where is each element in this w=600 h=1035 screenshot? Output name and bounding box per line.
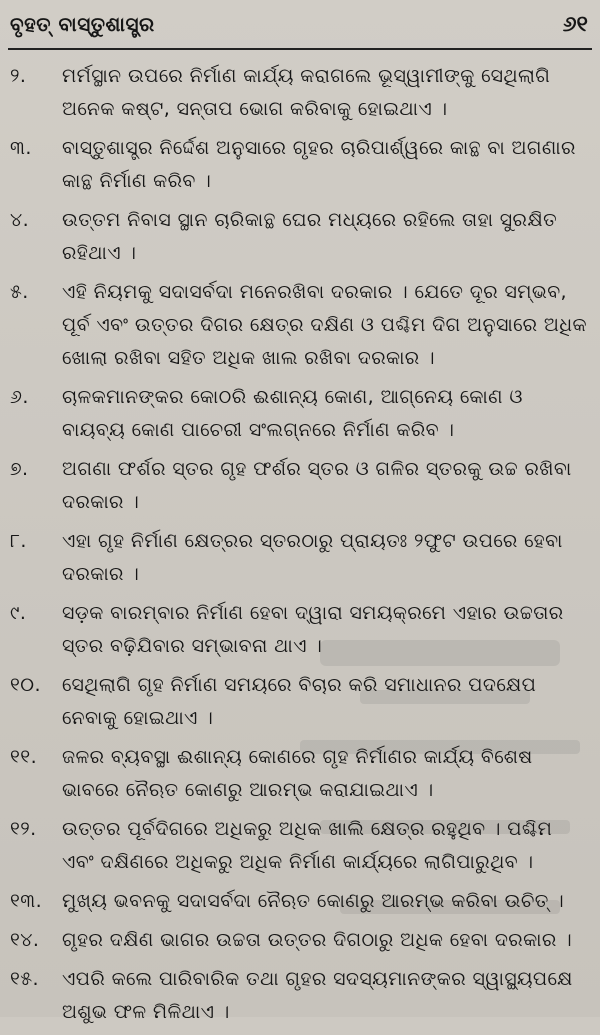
list-item-number: ୧୧. [10, 746, 38, 768]
running-title: ବୃହତ୍ ବାସ୍ତୁଶାସ୍ତ୍ର [10, 12, 155, 36]
list-item-number: ୭. [10, 458, 29, 480]
header-divider [8, 48, 592, 50]
list-item-text: ଏହା ଗୃହ ନିର୍ମାଣ କ୍ଷେତ୍ରର ସ୍ତରଠାରୁ ପ୍ରାୟତଃ ୨ଫୁଟ ଉପରେ ହେବା ଦରକାର । [62, 530, 563, 585]
list-item [0, 60, 600, 126]
list-item-number: ୩. [10, 137, 32, 159]
list-item [0, 813, 600, 879]
list-item-number: ୧୫. [10, 968, 39, 990]
list-item-text: ଉତ୍ତର ପୂର୍ବଦିଗରେ ଅଧିକରୁ ଅଧିକ ଖାଲି କ୍ଷେତ୍ର ରହୁଥିବ । ପଶ୍ଚିମ ଏବଂ ଦକ୍ଷିଣରେ ଅଧିକରୁ ଅଧିକ ନିର୍ମାଣ କାର୍ଯ୍ୟରେ ଲାଗିପାରୁଥିବ । [62, 818, 553, 873]
list-item [0, 963, 600, 1029]
list-item [0, 276, 600, 375]
list-item-text: ବାସ୍ତୁଶାସ୍ତ୍ର ନିର୍ଦ୍ଦେଶ ଅନୁସାରେ ଗୃହର ଚାରିପାର୍ଶ୍ୱରେ କାନ୍ଥ ବା ଅଗଣାର କାନ୍ଥ ନିର୍ମାଣ କରିବ । [62, 137, 576, 192]
list-item [0, 924, 600, 957]
list-item [0, 453, 600, 519]
page-number: ୬୧ [562, 12, 588, 37]
list-item [0, 597, 600, 663]
numbered-guidelines-list [0, 60, 600, 1035]
list-item-text: ଏହି ନିୟମକୁ ସଦାସର୍ବଦା ମନେରଖିବା ଦରକାର । ଯେତେ ଦୂର ସମ୍ଭବ, ପୂର୍ବ ଏବଂ ଉତ୍ତର ଦିଗର କ୍ଷେତ୍ର ଦକ୍ଷିଣ ଓ ପଶ୍ଚିମ ଦିଗ ଅନୁସାରେ ଅଧିକ ଖୋଲା ରଖିବା ସହିତ ଅଧିକ ଖାଲ ରଖିବା ଦରକାର । [62, 281, 587, 369]
list-item-number: ୪. [10, 209, 30, 231]
list-item-number: ୮. [10, 530, 27, 552]
list-item-number: ୫. [10, 281, 29, 303]
list-item-text: ଉତ୍ତମ ନିବାସ ସ୍ଥାନ ଚାରିକାନ୍ଥ ଘେର ମଧ୍ୟରେ ରହିଲେ ତାହା ସୁରକ୍ଷିତ ରହିଥାଏ । [62, 209, 558, 264]
list-item-text: ଅଗଣା ଫର୍ଶର ସ୍ତର ଗୃହ ଫର୍ଶର ସ୍ତର ଓ ଗଳିର ସ୍ତରକୁ ଉଚ୍ଚ ରଖିବା ଦରକାର । [62, 458, 572, 513]
list-item [0, 885, 600, 918]
list-item [0, 741, 600, 807]
list-item-number: ୧୩. [10, 890, 43, 912]
list-item-number: ୨. [10, 65, 27, 87]
list-item-number: ୯. [10, 602, 27, 624]
list-item-text: ଗୃହର ଦକ୍ଷିଣ ଭାଗର ଉଚ୍ଚତା ଉତ୍ତର ଦିଗଠାରୁ ଅଧିକ ହେବା ଦରକାର । [62, 929, 573, 951]
list-item-number: ୧୪. [10, 929, 40, 951]
list-item-text: ଜଳର ବ୍ୟବସ୍ଥା ଈଶାନ୍ୟ କୋଣରେ ଗୃହ ନିର୍ମାଣର କାର୍ଯ୍ୟ ବିଶେଷ ଭାବରେ ନୈଋତ କୋଣରୁ ଆରମ୍ଭ କରାଯାଇଥାଏ । [62, 746, 533, 801]
list-item [0, 381, 600, 447]
list-item-text: ମୁଖ୍ୟ ଭବନକୁ ସଦାସର୍ବଦା ନୈଋତ କୋଣରୁ ଆରମ୍ଭ କରିବା ଉଚିତ୍ । [62, 890, 565, 912]
list-item [0, 669, 600, 735]
list-item-text: ଏପରି କଲେ ପାରିବାରିକ ତଥା ଗୃହର ସଦସ୍ୟମାନଙ୍କର ସ୍ୱାସ୍ଥ୍ୟପକ୍ଷେ ଅଶୁଭ ଫଳ ମିଳିଥାଏ । [62, 968, 573, 1023]
list-item [0, 525, 600, 591]
list-item-text: ମର୍ମସ୍ଥାନ ଉପରେ ନିର୍ମାଣ କାର୍ଯ୍ୟ କରାଗଲେ ଭୂସ୍ୱାମୀଙ୍କୁ ସେଥିଲାଗି ଅନେକ କଷ୍ଟ, ସନ୍ତାପ ଭୋଗ କରିବାକୁ ହୋଇଥାଏ । [62, 65, 551, 120]
list-item-text: ଚାଳକମାନଙ୍କର କୋଠରି ଈଶାନ୍ୟ କୋଣ, ଆଗ୍ନେୟ କୋଣ ଓ ବାୟବ୍ୟ କୋଣ ପାଚେରୀ ସଂଲଗ୍ନରେ ନିର୍ମାଣ କରିବ । [62, 386, 523, 441]
page-header [0, 0, 600, 58]
list-item [0, 204, 600, 270]
list-item-number: ୧୨. [10, 818, 37, 840]
list-item-number: ୧୦. [10, 674, 41, 696]
list-item-text: ସଡ଼କ ବାରମ୍ବାର ନିର୍ମାଣ ହେବା ଦ୍ୱାରା ସମୟକ୍ରମେ ଏହାର ଉଚ୍ଚତାର ସ୍ତର ବଢ଼ିଯିବାର ସମ୍ଭାବନା ଥାଏ । [62, 602, 564, 657]
list-item [0, 132, 600, 198]
list-item-number: ୬. [10, 386, 29, 408]
list-item-text: ସେଥିଲାଗି ଗୃହ ନିର୍ମାଣ ସମୟରେ ବିଚାର କରି ସମାଧାନର ପଦକ୍ଷେପ ନେବାକୁ ହୋଇଥାଏ । [62, 674, 537, 729]
